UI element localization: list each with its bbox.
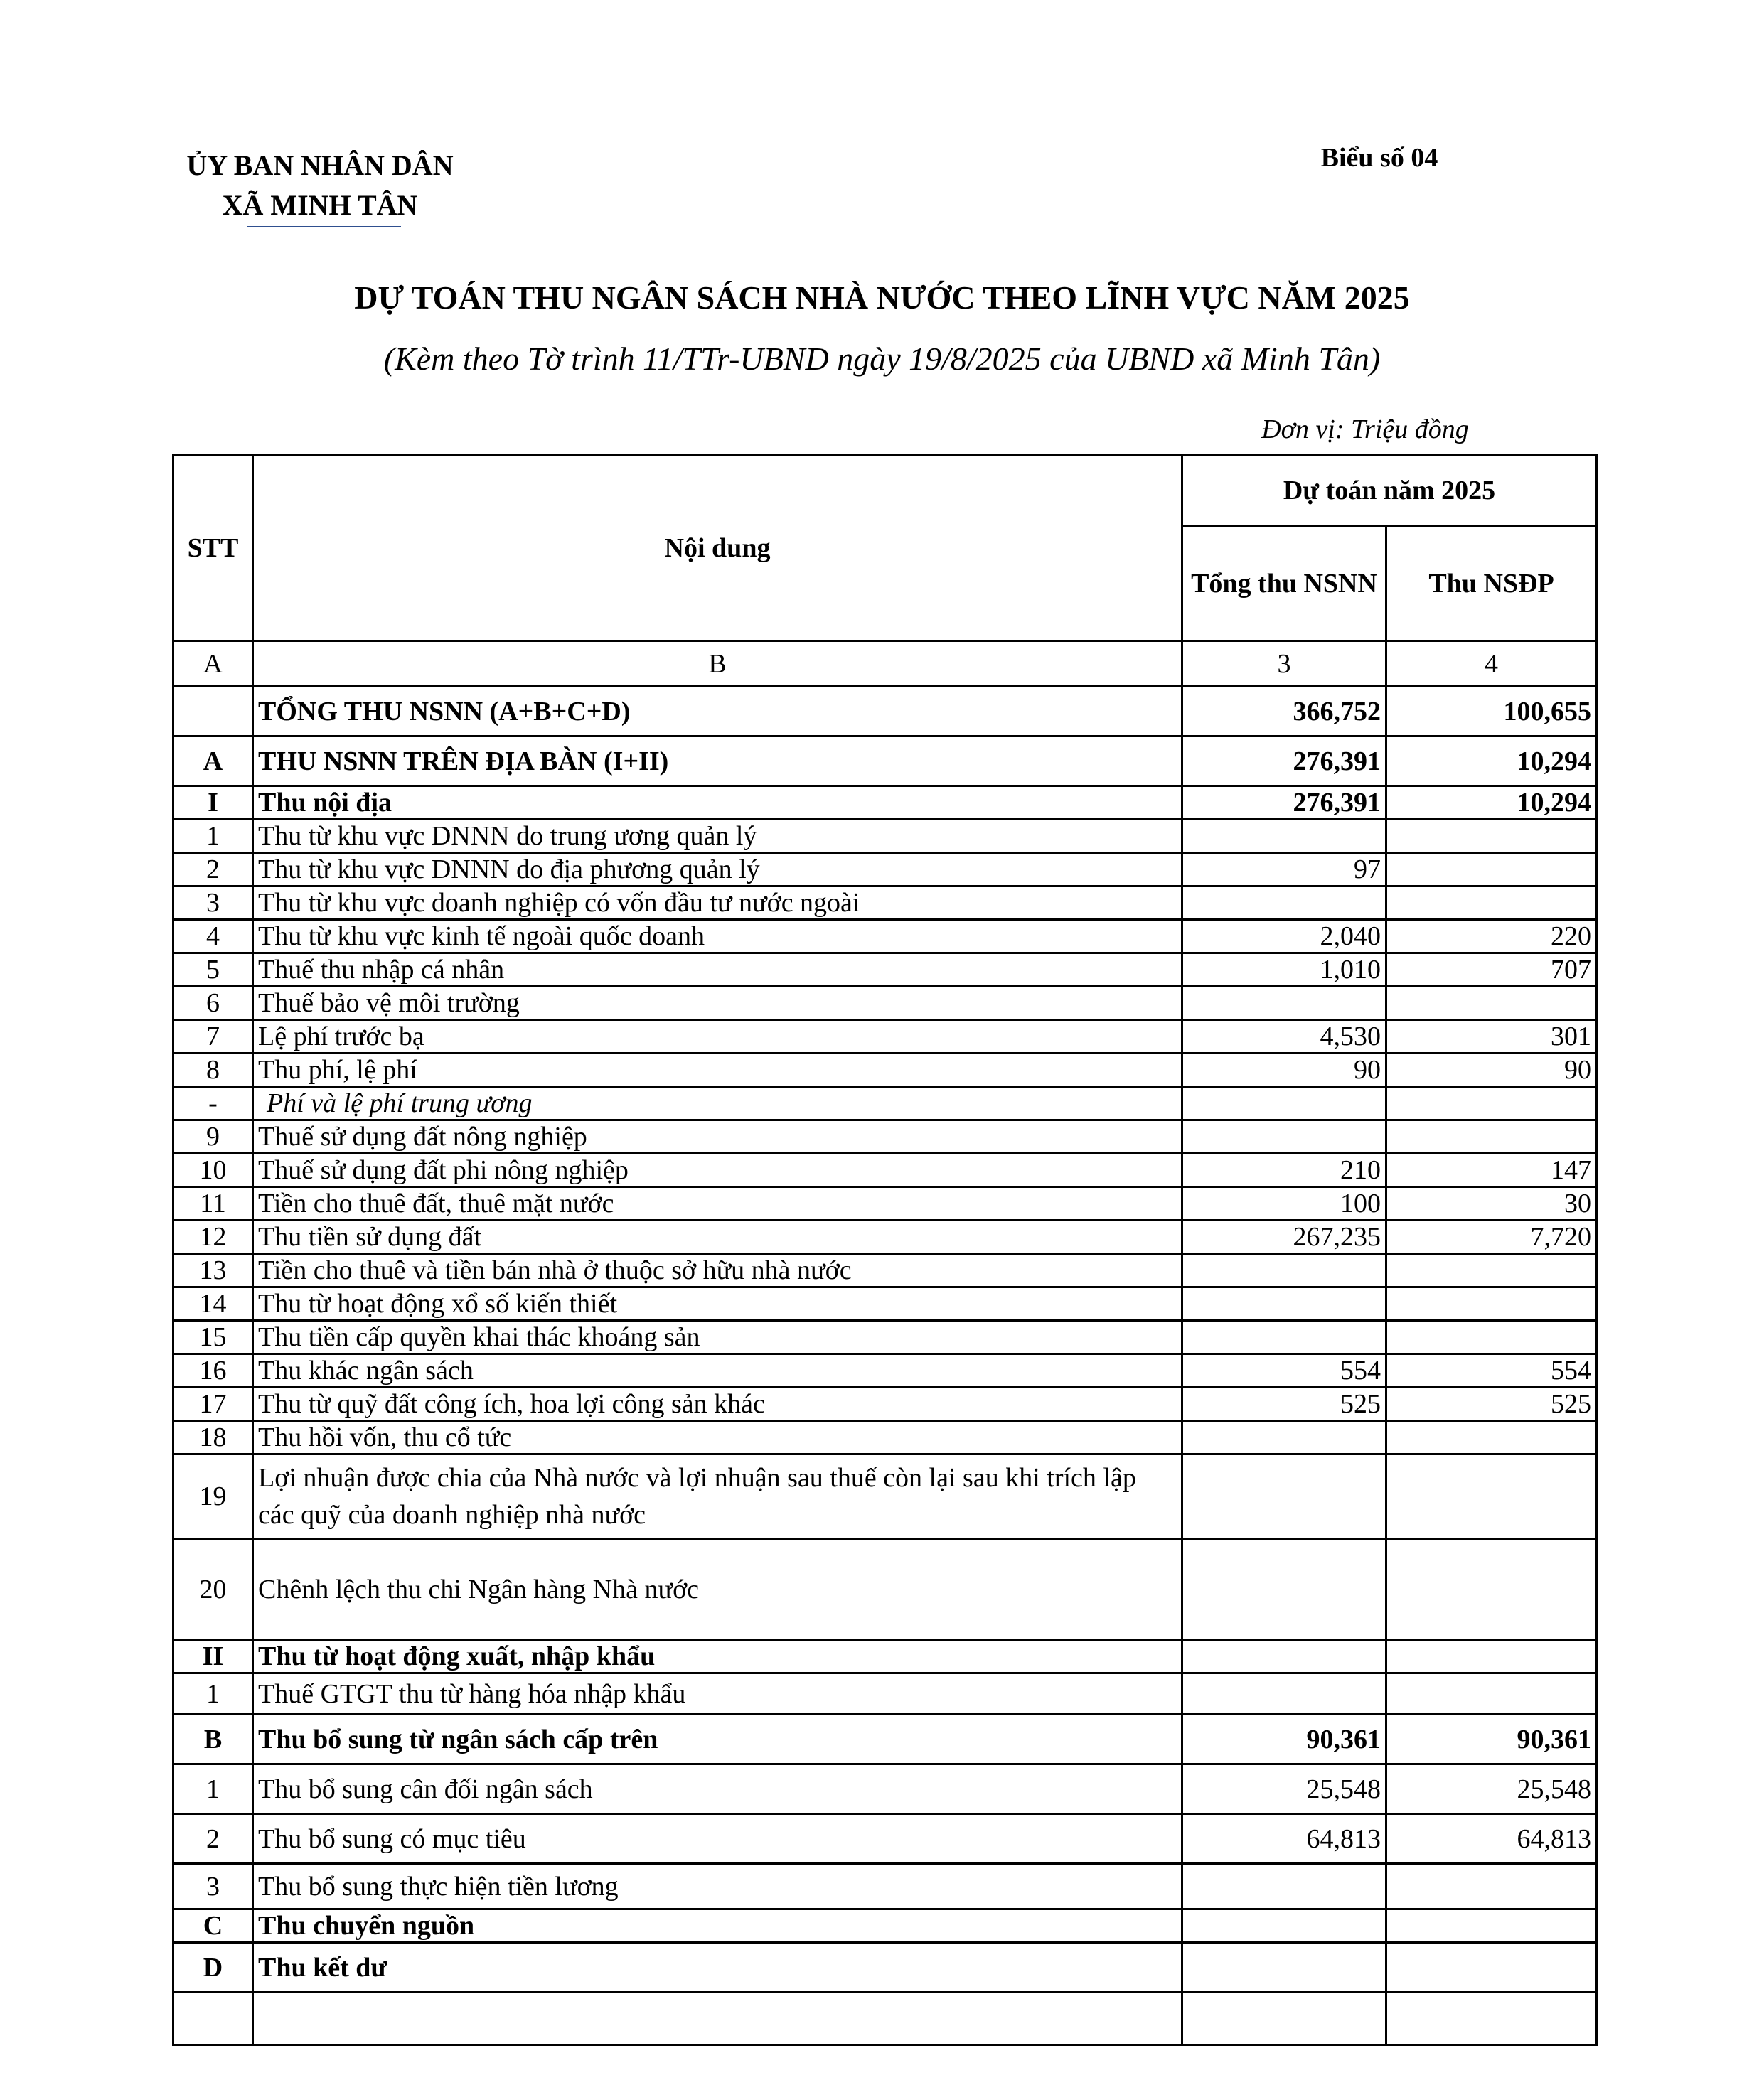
stt-cell: 4 bbox=[173, 920, 253, 953]
content-cell: Thu từ hoạt động xổ số kiến thiết bbox=[253, 1287, 1182, 1321]
local-revenue-cell: 554 bbox=[1386, 1354, 1597, 1388]
content-cell: Thu từ khu vực doanh nghiệp có vốn đầu tư nước ngoài bbox=[253, 886, 1182, 920]
content-cell: Thu phí, lệ phí bbox=[253, 1054, 1182, 1087]
stt-cell: 19 bbox=[173, 1454, 253, 1539]
table-row bbox=[173, 886, 1597, 920]
total-revenue-cell: 2,040 bbox=[1182, 920, 1386, 953]
document-title: DỰ TOÁN THU NGÂN SÁCH NHÀ NƯỚC THEO LĨNH VỰC NĂM 2025 bbox=[354, 279, 1410, 316]
local-revenue-cell: 30 bbox=[1386, 1187, 1597, 1221]
content-cell: Thuế thu nhập cá nhân bbox=[253, 953, 1182, 987]
content-cell: Thu bổ sung thực hiện tiền lương bbox=[253, 1864, 1182, 1909]
local-revenue-cell: 10,294 bbox=[1386, 786, 1597, 820]
local-revenue-cell bbox=[1386, 853, 1597, 886]
stt-cell: 5 bbox=[173, 953, 253, 987]
local-revenue-cell bbox=[1386, 1640, 1597, 1673]
total-revenue-cell bbox=[1182, 1454, 1386, 1539]
local-revenue-cell bbox=[1386, 1421, 1597, 1454]
stt-cell: D bbox=[173, 1943, 253, 1993]
total-revenue-cell bbox=[1182, 1993, 1386, 2045]
unit-note: Đơn vị: Triệu đồng bbox=[1261, 414, 1469, 444]
content-cell: TỔNG THU NSNN (A+B+C+D) bbox=[253, 687, 1182, 736]
total-revenue-cell bbox=[1182, 1087, 1386, 1120]
stt-cell: 1 bbox=[173, 1673, 253, 1715]
budget-table bbox=[172, 454, 1598, 2046]
total-revenue-cell bbox=[1182, 1943, 1386, 1993]
stt-cell: 16 bbox=[173, 1354, 253, 1388]
table-row bbox=[173, 1020, 1597, 1054]
table-row bbox=[173, 1388, 1597, 1421]
table-row bbox=[173, 1943, 1597, 1993]
stt-cell: 20 bbox=[173, 1539, 253, 1640]
stt-cell: 11 bbox=[173, 1187, 253, 1221]
total-revenue-cell bbox=[1182, 886, 1386, 920]
org-underline-divider bbox=[247, 226, 401, 227]
content-cell: Thuế bảo vệ môi trường bbox=[253, 987, 1182, 1020]
stt-cell: II bbox=[173, 1640, 253, 1673]
table-row bbox=[173, 1054, 1597, 1087]
org-line-1: ỦY BAN NHÂN DÂN bbox=[186, 149, 454, 181]
stt-cell: 1 bbox=[173, 1764, 253, 1814]
content-cell: Thu bổ sung có mục tiêu bbox=[253, 1814, 1182, 1864]
table-row bbox=[173, 920, 1597, 953]
total-revenue-cell: 525 bbox=[1182, 1388, 1386, 1421]
content-cell: Tiền cho thuê đất, thuê mặt nước bbox=[253, 1187, 1182, 1221]
stt-cell: A bbox=[173, 736, 253, 786]
total-revenue-cell bbox=[1182, 987, 1386, 1020]
table-row bbox=[173, 1321, 1597, 1354]
stt-cell: 3 bbox=[173, 886, 253, 920]
content-cell: Thu nội địa bbox=[253, 786, 1182, 820]
table-row bbox=[173, 786, 1597, 820]
local-revenue-cell bbox=[1386, 1254, 1597, 1287]
total-revenue-cell bbox=[1182, 1539, 1386, 1640]
total-revenue-cell bbox=[1182, 1421, 1386, 1454]
content-cell: Thuế sử dụng đất phi nông nghiệp bbox=[253, 1154, 1182, 1187]
local-revenue-cell: 100,655 bbox=[1386, 687, 1597, 736]
local-revenue-cell: 147 bbox=[1386, 1154, 1597, 1187]
content-cell: Thu chuyển nguồn bbox=[253, 1909, 1182, 1943]
table-row bbox=[173, 1187, 1597, 1221]
header-estimate-group: Dự toán năm 2025 bbox=[1182, 455, 1597, 527]
content-cell: Thu từ khu vực kinh tế ngoài quốc doanh bbox=[253, 920, 1182, 953]
table-row bbox=[173, 1221, 1597, 1254]
table-row bbox=[173, 1640, 1597, 1673]
content-cell: Lợi nhuận được chia của Nhà nước và lợi nhuận sau thuế còn lại sau khi trích lập các quỹ của doanh nghiệp nhà nước bbox=[253, 1454, 1182, 1539]
total-revenue-cell: 1,010 bbox=[1182, 953, 1386, 987]
local-revenue-cell bbox=[1386, 1087, 1597, 1120]
letter-cell: 4 bbox=[1386, 641, 1597, 687]
local-revenue-cell bbox=[1386, 1454, 1597, 1539]
table-row bbox=[173, 1814, 1597, 1864]
header-content: Nội dung bbox=[253, 455, 1182, 641]
document-subtitle: (Kèm theo Tờ trình 11/TTr-UBND ngày 19/8/2025 của UBND xã Minh Tân) bbox=[383, 341, 1381, 377]
stt-cell: 2 bbox=[173, 1814, 253, 1864]
total-revenue-cell bbox=[1182, 1120, 1386, 1154]
total-revenue-cell bbox=[1182, 1640, 1386, 1673]
total-revenue-cell: 366,752 bbox=[1182, 687, 1386, 736]
stt-cell: I bbox=[173, 786, 253, 820]
content-cell: Thu từ khu vực DNNN do trung ương quản lý bbox=[253, 820, 1182, 853]
table-row bbox=[173, 987, 1597, 1020]
stt-cell: 6 bbox=[173, 987, 253, 1020]
content-cell: Lệ phí trước bạ bbox=[253, 1020, 1182, 1054]
stt-cell: 12 bbox=[173, 1221, 253, 1254]
stt-cell: B bbox=[173, 1715, 253, 1764]
content-cell: Thuế GTGT thu từ hàng hóa nhập khẩu bbox=[253, 1673, 1182, 1715]
content-cell: Thu từ khu vực DNNN do địa phương quản lý bbox=[253, 853, 1182, 886]
org-line-2: XÃ MINH TÂN bbox=[222, 189, 418, 221]
stt-cell: 17 bbox=[173, 1388, 253, 1421]
content-cell: Thu từ hoạt động xuất, nhập khẩu bbox=[253, 1640, 1182, 1673]
table-row bbox=[173, 1673, 1597, 1715]
stt-cell: 18 bbox=[173, 1421, 253, 1454]
total-revenue-cell bbox=[1182, 1287, 1386, 1321]
local-revenue-cell bbox=[1386, 1909, 1597, 1943]
total-revenue-cell: 267,235 bbox=[1182, 1221, 1386, 1254]
local-revenue-cell: 25,548 bbox=[1386, 1764, 1597, 1814]
local-revenue-cell bbox=[1386, 1993, 1597, 2045]
table-row bbox=[173, 1120, 1597, 1154]
total-revenue-cell: 4,530 bbox=[1182, 1020, 1386, 1054]
stt-cell: 13 bbox=[173, 1254, 253, 1287]
content-cell: Thu bổ sung từ ngân sách cấp trên bbox=[253, 1715, 1182, 1764]
local-revenue-cell: 90,361 bbox=[1386, 1715, 1597, 1764]
local-revenue-cell: 707 bbox=[1386, 953, 1597, 987]
local-revenue-cell bbox=[1386, 1539, 1597, 1640]
total-revenue-cell: 90 bbox=[1182, 1054, 1386, 1087]
header-total-revenue: Tổng thu NSNN bbox=[1182, 527, 1386, 641]
total-revenue-cell: 64,813 bbox=[1182, 1814, 1386, 1864]
stt-cell: 14 bbox=[173, 1287, 253, 1321]
local-revenue-cell bbox=[1386, 1287, 1597, 1321]
table-body bbox=[173, 641, 1597, 2045]
content-cell: Thu bổ sung cân đối ngân sách bbox=[253, 1764, 1182, 1814]
table-row bbox=[173, 953, 1597, 987]
local-revenue-cell: 90 bbox=[1386, 1054, 1597, 1087]
total-revenue-cell bbox=[1182, 1864, 1386, 1909]
stt-cell: 3 bbox=[173, 1864, 253, 1909]
local-revenue-cell: 220 bbox=[1386, 920, 1597, 953]
local-revenue-cell: 10,294 bbox=[1386, 736, 1597, 786]
total-revenue-cell bbox=[1182, 820, 1386, 853]
stt-cell: 7 bbox=[173, 1020, 253, 1054]
local-revenue-cell bbox=[1386, 1321, 1597, 1354]
total-revenue-cell: 25,548 bbox=[1182, 1764, 1386, 1814]
issuing-organization bbox=[171, 146, 469, 225]
table-row bbox=[173, 1287, 1597, 1321]
content-cell: Phí và lệ phí trung ương bbox=[253, 1087, 1182, 1120]
table-row bbox=[173, 1864, 1597, 1909]
content-cell: Thu từ quỹ đất công ích, hoa lợi công sản khác bbox=[253, 1388, 1182, 1421]
total-revenue-cell bbox=[1182, 1254, 1386, 1287]
local-revenue-cell bbox=[1386, 1673, 1597, 1715]
stt-cell: 9 bbox=[173, 1120, 253, 1154]
total-revenue-cell bbox=[1182, 1909, 1386, 1943]
local-revenue-cell bbox=[1386, 1943, 1597, 1993]
local-revenue-cell bbox=[1386, 820, 1597, 853]
letter-cell: 3 bbox=[1182, 641, 1386, 687]
stt-cell: 8 bbox=[173, 1054, 253, 1087]
content-cell: Thuế sử dụng đất nông nghiệp bbox=[253, 1120, 1182, 1154]
table-row bbox=[173, 1454, 1597, 1539]
local-revenue-cell: 525 bbox=[1386, 1388, 1597, 1421]
local-revenue-cell bbox=[1386, 987, 1597, 1020]
total-revenue-cell: 276,391 bbox=[1182, 786, 1386, 820]
content-cell: Thu tiền cấp quyền khai thác khoáng sản bbox=[253, 1321, 1182, 1354]
total-revenue-cell bbox=[1182, 1673, 1386, 1715]
table-row bbox=[173, 1539, 1597, 1640]
local-revenue-cell: 301 bbox=[1386, 1020, 1597, 1054]
table-row bbox=[173, 687, 1597, 736]
total-revenue-cell: 97 bbox=[1182, 853, 1386, 886]
form-number: Biểu số 04 bbox=[1320, 143, 1438, 173]
content-cell: Chênh lệch thu chi Ngân hàng Nhà nước bbox=[253, 1539, 1182, 1640]
stt-cell: 2 bbox=[173, 853, 253, 886]
table-row bbox=[173, 1909, 1597, 1943]
column-letter-row bbox=[173, 641, 1597, 687]
header-stt: STT bbox=[173, 455, 253, 641]
content-cell: Tiền cho thuê và tiền bán nhà ở thuộc sở hữu nhà nước bbox=[253, 1254, 1182, 1287]
letter-cell: A bbox=[173, 641, 253, 687]
table-row bbox=[173, 1354, 1597, 1388]
stt-cell: - bbox=[173, 1087, 253, 1120]
total-revenue-cell: 90,361 bbox=[1182, 1715, 1386, 1764]
total-revenue-cell bbox=[1182, 1321, 1386, 1354]
content-cell: Thu tiền sử dụng đất bbox=[253, 1221, 1182, 1254]
local-revenue-cell: 7,720 bbox=[1386, 1221, 1597, 1254]
table-row bbox=[173, 1154, 1597, 1187]
table-row bbox=[173, 1421, 1597, 1454]
total-revenue-cell: 210 bbox=[1182, 1154, 1386, 1187]
header-local-revenue: Thu NSĐP bbox=[1386, 527, 1597, 641]
content-cell: Thu hồi vốn, thu cổ tức bbox=[253, 1421, 1182, 1454]
stt-cell bbox=[173, 1993, 253, 2045]
stt-cell: 1 bbox=[173, 820, 253, 853]
table-row bbox=[173, 1087, 1597, 1120]
table-row bbox=[173, 736, 1597, 786]
content-cell bbox=[253, 1993, 1182, 2045]
stt-cell: 15 bbox=[173, 1321, 253, 1354]
total-revenue-cell: 100 bbox=[1182, 1187, 1386, 1221]
table-row bbox=[173, 820, 1597, 853]
total-revenue-cell: 554 bbox=[1182, 1354, 1386, 1388]
stt-cell bbox=[173, 687, 253, 736]
letter-cell: B bbox=[253, 641, 1182, 687]
local-revenue-cell bbox=[1386, 1864, 1597, 1909]
content-cell: Thu khác ngân sách bbox=[253, 1354, 1182, 1388]
content-cell: Thu kết dư bbox=[253, 1943, 1182, 1993]
total-revenue-cell: 276,391 bbox=[1182, 736, 1386, 786]
local-revenue-cell bbox=[1386, 1120, 1597, 1154]
table-row bbox=[173, 1993, 1597, 2045]
stt-cell: C bbox=[173, 1909, 253, 1943]
local-revenue-cell: 64,813 bbox=[1386, 1814, 1597, 1864]
table-row bbox=[173, 1764, 1597, 1814]
local-revenue-cell bbox=[1386, 886, 1597, 920]
table-row bbox=[173, 853, 1597, 886]
stt-cell: 10 bbox=[173, 1154, 253, 1187]
table-row bbox=[173, 1715, 1597, 1764]
table-row bbox=[173, 1254, 1597, 1287]
content-cell: THU NSNN TRÊN ĐỊA BÀN (I+II) bbox=[253, 736, 1182, 786]
